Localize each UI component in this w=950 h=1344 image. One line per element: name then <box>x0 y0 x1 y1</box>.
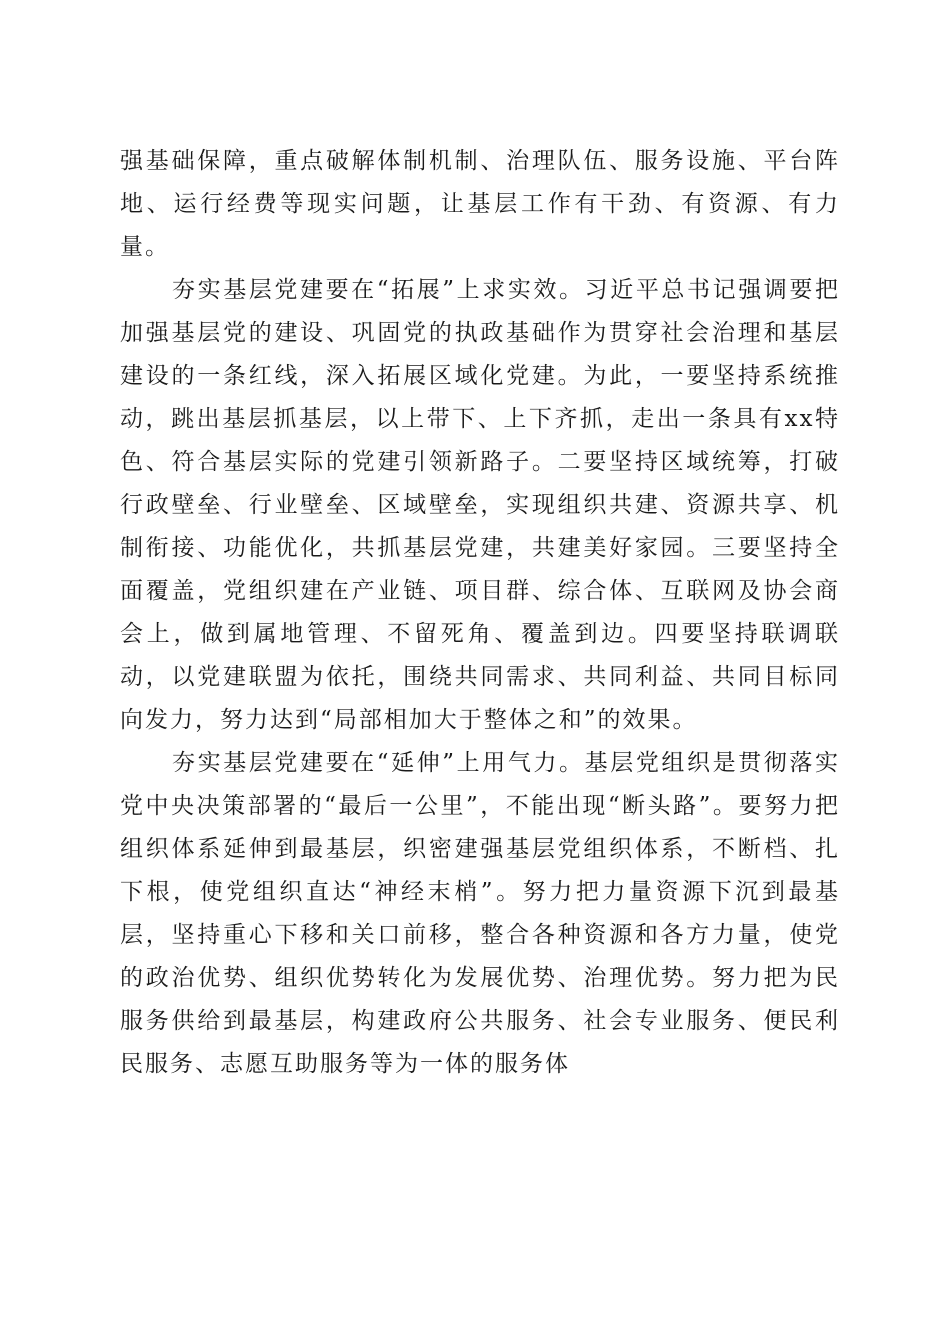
paragraph-continuation: 强基础保障，重点破解体制机制、治理队伍、服务设施、平台阵地、运行经费等现实问题，让基层工作有干劲、有资源、有力量。 <box>120 148 840 260</box>
paragraph-extension: 夯实基层党建要在“延伸”上用气力。基层党组织是贯彻落实党中央决策部署的“最后一公里”，不能出现“断头路”。要努力把组织体系延伸到最基层，织密建强基层党组织体系，不断档、扎下根，使党组织直达“神经末梢”。努力把力量资源下沉到最基层，坚持重心下移和关口前移，整合各种资源和各方力量，使党的政治优势、组织优势转化为发展优势、治理优势。努力把为民服务供给到最基层，构建政府公共服务、社会专业服务、便民利民服务、志愿互助服务等为一体的服务体 <box>120 750 840 1077</box>
document-body <box>120 140 840 1086</box>
paragraph-expansion: 夯实基层党建要在“拓展”上求实效。习近平总书记强调要把加强基层党的建设、巩固党的执政基础作为贯穿社会治理和基层建设的一条红线，深入拓展区域化党建。为此，一要坚持系统推动，跳出基层抓基层，以上带下、上下齐抓，走出一条具有xx特色、符合基层实际的党建引领新路子。二要坚持区域统筹，打破行政壁垒、行业壁垒、区域壁垒，实现组织共建、资源共享、机制衔接、功能优化，共抓基层党建，共建美好家园。三要坚持全面覆盖，党组织建在产业链、项目群、综合体、互联网及协会商会上，做到属地管理、不留死角、覆盖到边。四要坚持联调联动，以党建联盟为依托，围绕共同需求、共同利益、共同目标同向发力，努力达到“局部相加大于整体之和”的效果。 <box>120 277 840 733</box>
